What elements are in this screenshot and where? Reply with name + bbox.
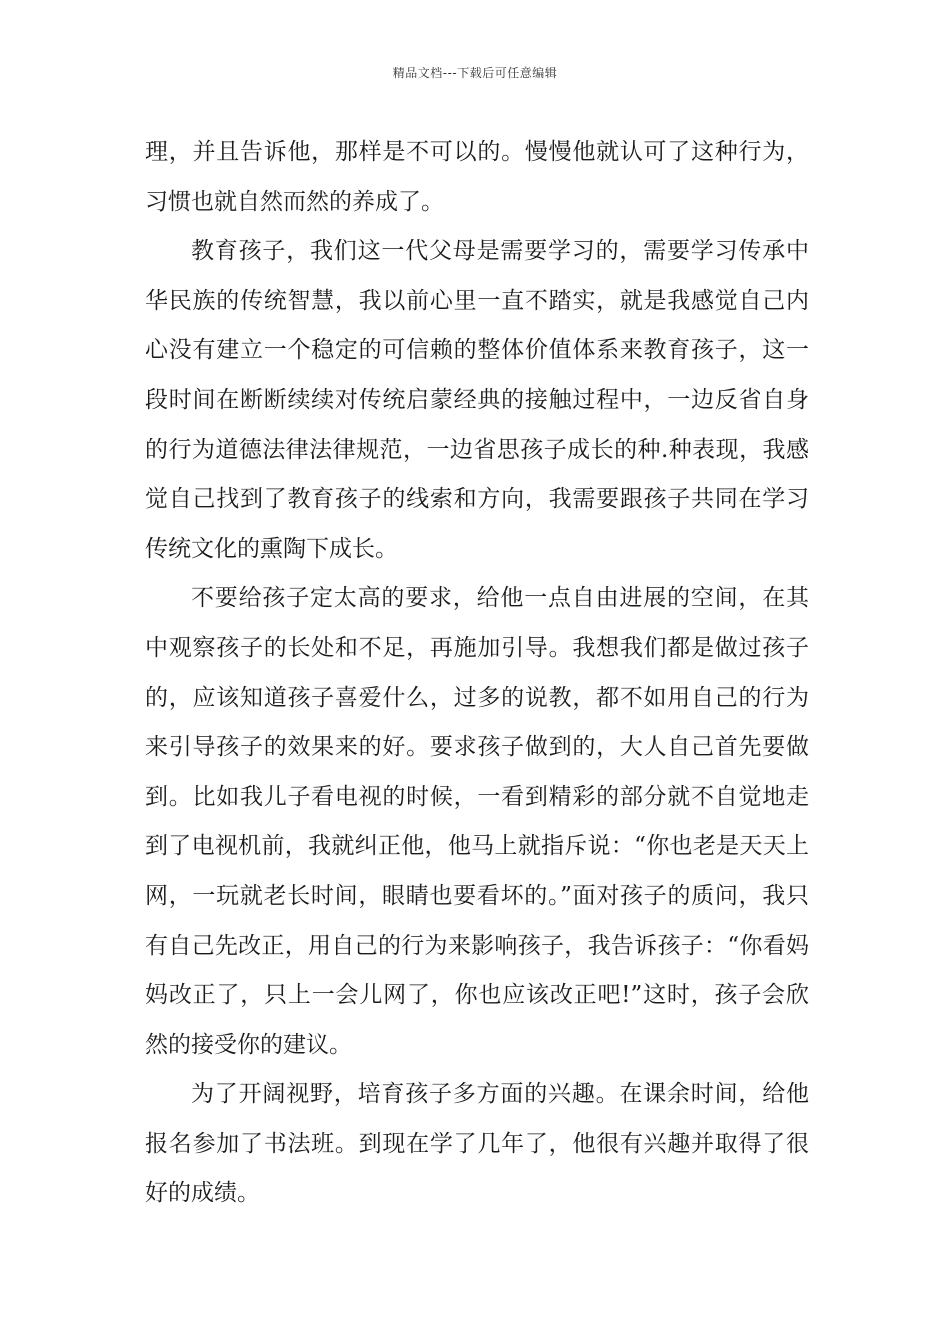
paragraph-continuation: 理，并且告诉他，那样是不可以的。慢慢他就认可了这种行为，习惯也就自然而然的养成了。 [145,139,809,215]
paragraph-interests: 为了开阔视野，培育孩子多方面的兴趣。在课余时间，给他报名参加了书法班。到现在学了几年了，他很有兴趣并取得了很好的成绩。 [145,1081,809,1207]
document-body [145,128,809,1219]
paragraph-expectations: 不要给孩子定太高的要求，给他一点自由进展的空间，在其中观察孩子的长处和不足，再施加引导。我想我们都是做过孩子的，应该知道孩子喜爱什么，过多的说教，都不如用自己的行为来引导孩子的效果来的好。要求孩子做到的，大人自己首先要做到。比如我儿子看电视的时候，一看到精彩的部分就不自觉地走到了电视机前，我就纠正他，他马上就指斥说：“你也老是天天上网，一玩就老长时间，眼睛也要看坏的。”面对孩子的质问，我只有自己先改正，用自己的行为来影响孩子，我告诉孩子：“你看妈妈改正了，只上一会儿网了，你也应该改正吧!”这时，孩子会欣然的接受你的建议。 [145,585,809,1058]
paragraph-education: 教育孩子，我们这一代父母是需要学习的，需要学习传承中华民族的传统智慧，我以前心里一直不踏实，就是我感觉自己内心没有建立一个稳定的可信赖的整体价值体系来教育孩子，这一段时间在断断续续对传统启蒙经典的接触过程中，一边反省自身的行为道德法律法律规范，一边省思孩子成长的种.种表现，我感觉自己找到了教育孩子的线索和方向，我需要跟孩子共同在学习传统文化的熏陶下成长。 [145,238,809,562]
page-header: 精品文档---下载后可任意编辑 [392,66,558,80]
